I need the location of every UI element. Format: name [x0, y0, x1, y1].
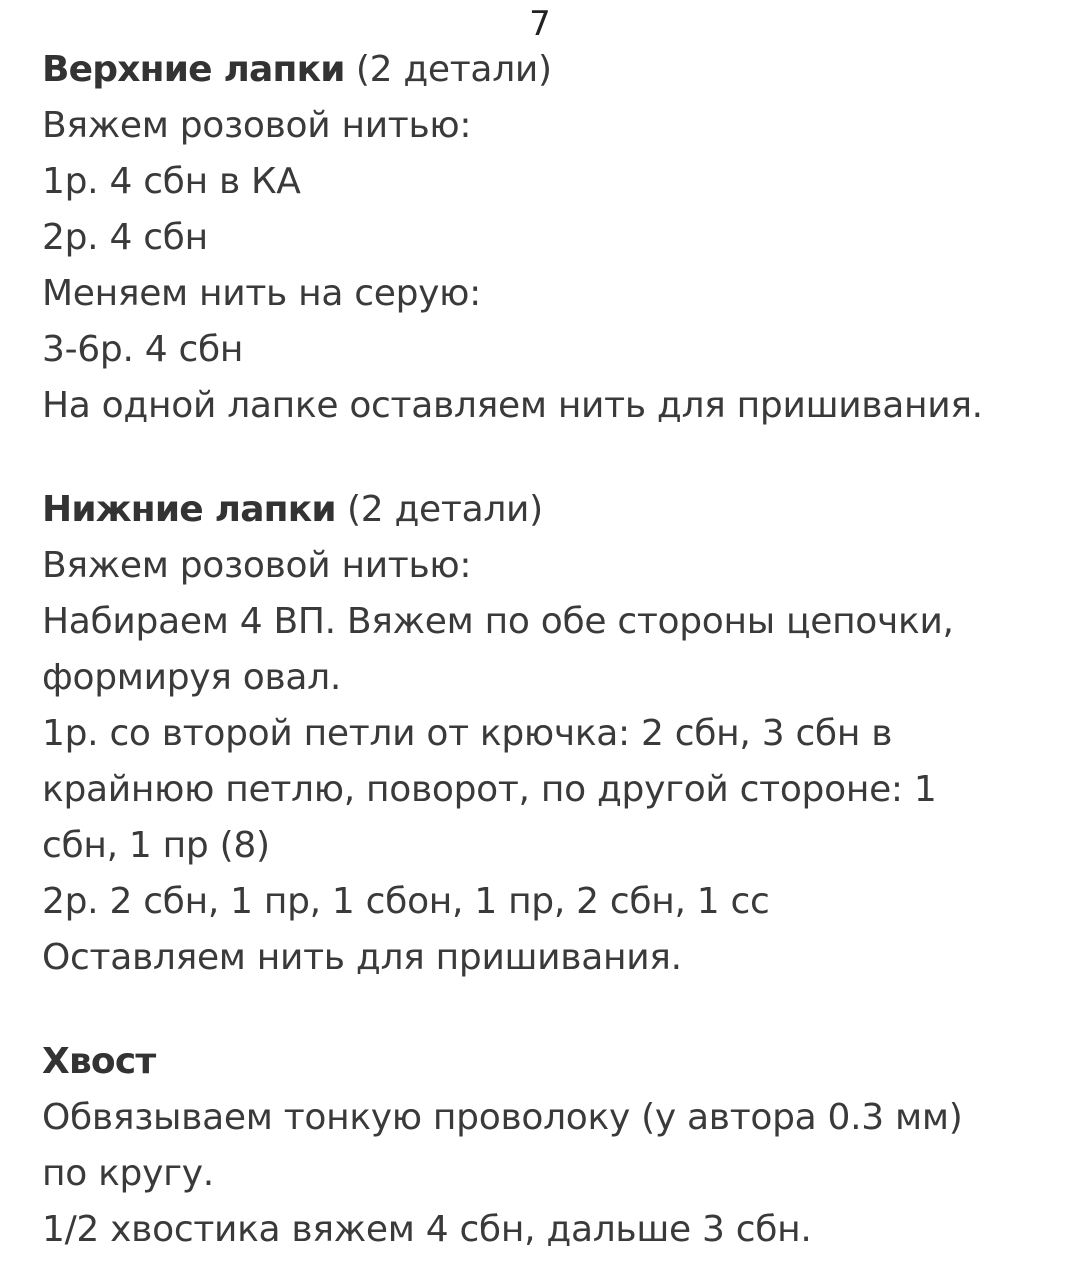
text-line: Меняем нить на серую: [42, 273, 481, 314]
section-note: (2 детали) [344, 49, 552, 90]
text-line: Вяжем розовой нитью: [42, 105, 472, 146]
text-line: формируя овал. [42, 657, 342, 698]
section-tail [42, 1034, 1052, 1258]
document-body [42, 42, 1052, 1258]
text-line: 3-6р. 4 сбн [42, 329, 244, 370]
text-line: На одной лапке оставляем нить для пришивания. [42, 385, 983, 426]
text-line: 2р. 2 сбн, 1 пр, 1 сбон, 1 пр, 2 сбн, 1 сс [42, 881, 770, 922]
section-title: Хвост [42, 1041, 156, 1082]
text-line: 2р. 4 сбн [42, 217, 208, 258]
section-heading [42, 1034, 1052, 1090]
text-line: 1р. со второй петли от крючка: 2 сбн, 3 сбн в [42, 713, 893, 754]
section-heading [42, 482, 1052, 538]
section-note: (2 детали) [335, 489, 543, 530]
text-line: крайнюю петлю, поворот, по другой стороне: 1 [42, 769, 937, 810]
text-line: сбн, 1 пр (8) [42, 825, 270, 866]
section-title: Нижние лапки [42, 489, 336, 530]
text-line: Оставляем нить для пришивания. [42, 937, 682, 978]
text-line: по кругу. [42, 1153, 214, 1194]
text-line: Набираем 4 ВП. Вяжем по обе стороны цепочки, [42, 601, 954, 642]
section-upper-paws [42, 42, 1052, 434]
section-lower-paws [42, 482, 1052, 986]
section-heading [42, 42, 1052, 98]
text-line: Обвязываем тонкую проволоку (у автора 0.3 мм) [42, 1097, 963, 1138]
text-line: Вяжем розовой нитью: [42, 545, 472, 586]
text-line: 1/2 хвостика вяжем 4 сбн, дальше 3 сбн. [42, 1209, 812, 1250]
text-line: 1р. 4 сбн в КА [42, 161, 301, 202]
section-title: Верхние лапки [42, 49, 345, 90]
page-number: 7 [529, 4, 551, 44]
